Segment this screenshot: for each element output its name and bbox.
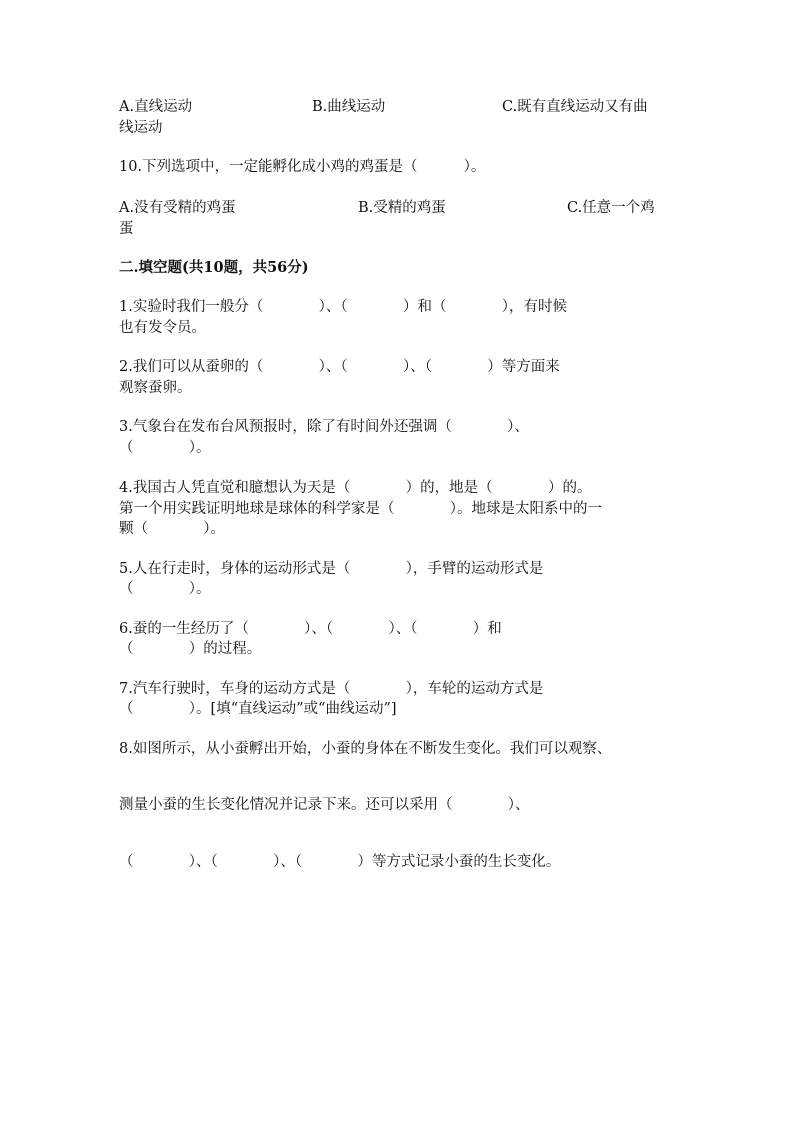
fill-q4-line2: 第一个用实践证明地球是球体的科学家是（ ）。地球是太阳系中的一 <box>119 501 603 517</box>
q10-option-b: B.受精的鸡蛋 <box>358 200 446 216</box>
fill-q7-line2: （ ）。[填“直线运动”或“曲线运动”] <box>119 701 397 717</box>
q9-option-b: B.曲线运动 <box>312 99 386 115</box>
fill-q6-line1: 6.蚕的一生经历了（ ）、（ ）、（ ）和 <box>119 621 502 637</box>
fill-q5-line2: （ ）。 <box>119 581 211 597</box>
fill-q1-line2: 也有发令员。 <box>119 320 206 336</box>
q9-option-a: A.直线运动 <box>119 99 193 115</box>
fill-q8-line2: 测量小蚕的生长变化情况并记录下来。还可以采用（ ）、 <box>119 797 530 813</box>
q10-option-c: C.任意一个鸡 <box>567 200 655 216</box>
fill-q4-line1: 4.我国古人凭直觉和臆想认为天是（ ）的，地是（ ）的。 <box>119 480 592 496</box>
fill-q4-line3: 颗（ ）。 <box>119 521 226 537</box>
fill-q8-line3: （ ）、（ ）、（ ）等方式记录小蚕的生长变化。 <box>119 854 561 870</box>
fill-q7-line1: 7.汽车行驶时，车身的运动方式是（ ），车轮的运动方式是 <box>119 681 544 697</box>
q9-option-c-continued: 线运动 <box>119 120 163 136</box>
section-heading: 二.填空题(共10题，共56分) <box>119 259 309 276</box>
q9-option-c: C.既有直线运动又有曲 <box>502 99 648 115</box>
fill-q6-line2: （ ）的过程。 <box>119 641 262 657</box>
fill-q3-line2: （ ）。 <box>119 440 211 456</box>
q10-stem: 10.下列选项中，一定能孵化成小鸡的鸡蛋是（ ）。 <box>119 159 486 175</box>
q10-option-a: A.没有受精的鸡蛋 <box>119 200 236 216</box>
fill-q8-line1: 8.如图所示，从小蚕孵出开始，小蚕的身体在不断发生变化。我们可以观察、 <box>119 741 612 757</box>
fill-q5-line1: 5.人在行走时，身体的运动形式是（ ），手臂的运动形式是 <box>119 561 544 577</box>
fill-q2-line2: 观察蚕卵。 <box>119 380 192 396</box>
q10-option-c-continued: 蛋 <box>119 221 134 237</box>
fill-q2-line1: 2.我们可以从蚕卵的（ ）、（ ）、（ ）等方面来 <box>119 359 560 375</box>
fill-q1-line1: 1.实验时我们一般分（ ）、（ ）和（ ），有时候 <box>119 299 568 315</box>
fill-q3-line1: 3.气象台在发布台风预报时，除了有时间外还强调（ ）、 <box>119 419 529 435</box>
